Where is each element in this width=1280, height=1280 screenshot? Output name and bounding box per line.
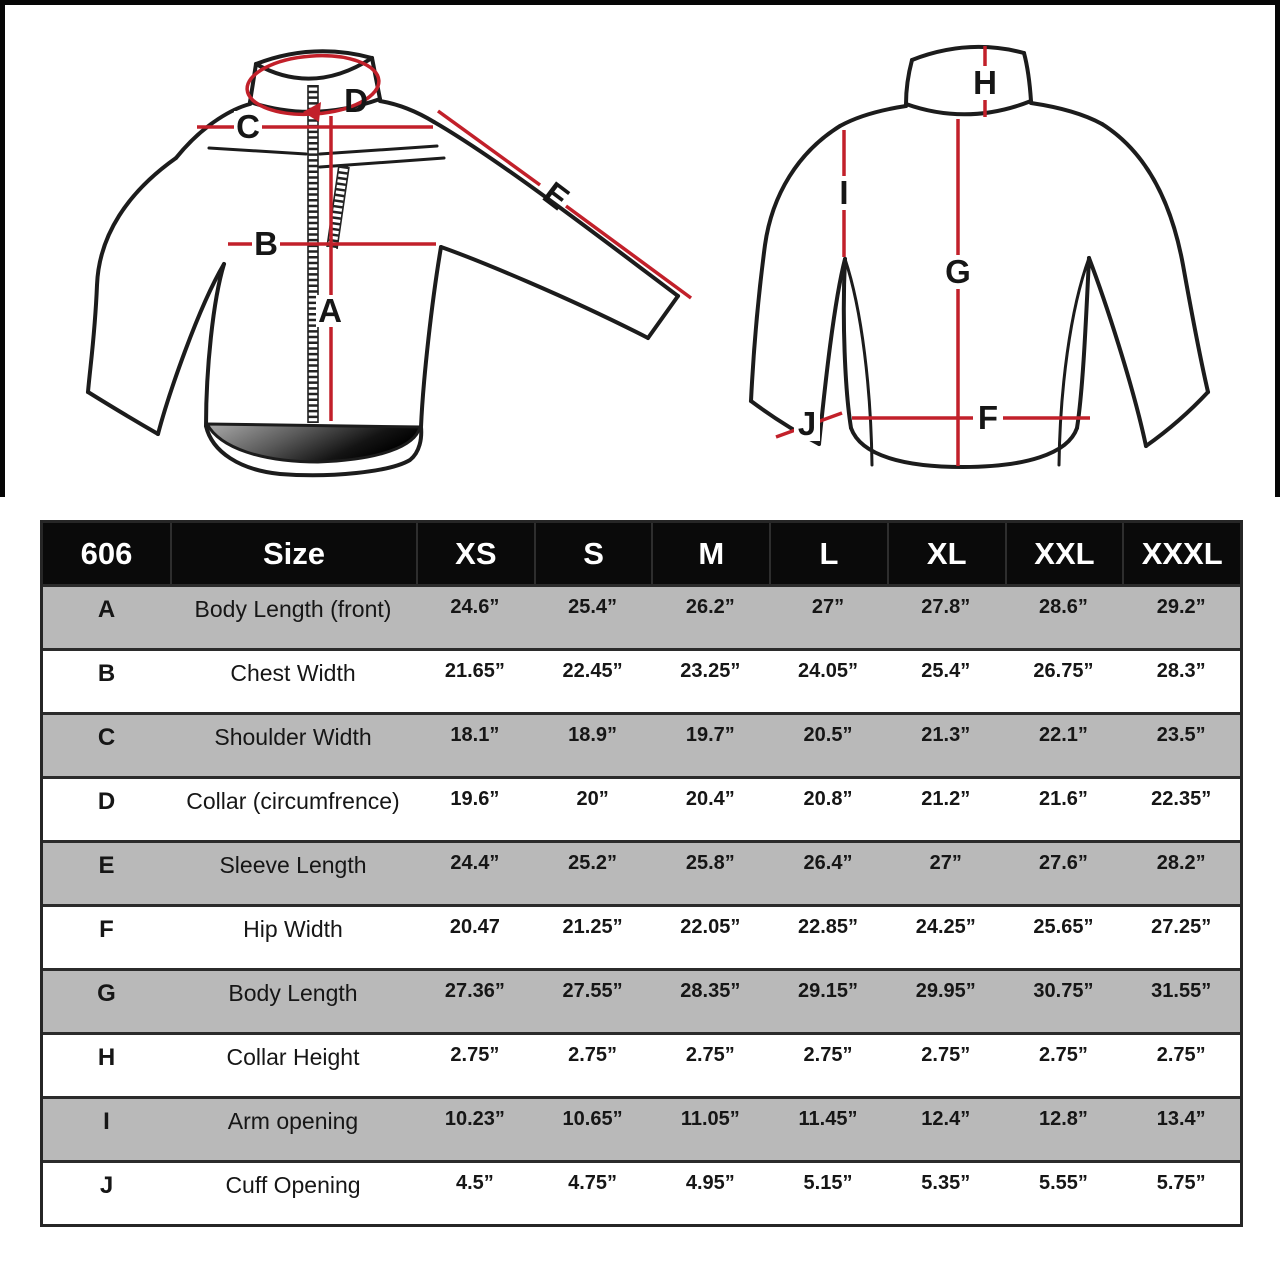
measure-value: 27” xyxy=(811,596,845,618)
front-jacket-outline xyxy=(88,51,678,475)
measure-value: 24.6” xyxy=(450,596,500,618)
measure-value: 26.2” xyxy=(685,596,735,618)
measure-value: 27.8” xyxy=(921,596,971,618)
measure-value: 4.5” xyxy=(455,1172,494,1194)
measure-letter: E xyxy=(98,852,115,879)
measure-name: Body Length (front) xyxy=(194,596,392,622)
measure-value: 21.25” xyxy=(562,916,623,938)
measure-letter: B xyxy=(97,660,116,687)
size-header-xl: XL xyxy=(887,523,1005,584)
measure-letter: J xyxy=(99,1172,114,1199)
measure-label-f: F xyxy=(977,399,999,436)
measure-value: 13.4” xyxy=(1156,1108,1206,1130)
measure-name: Collar Height xyxy=(226,1044,360,1070)
table-row xyxy=(43,776,1240,840)
measure-value: 28.3” xyxy=(1156,660,1206,682)
measure-value: 22.1” xyxy=(1038,724,1088,746)
measure-name: Shoulder Width xyxy=(214,724,372,750)
measure-value: 28.6” xyxy=(1038,596,1088,618)
hem-shading xyxy=(207,424,420,462)
table-body xyxy=(43,584,1240,1224)
size-header-s: S xyxy=(534,523,652,584)
table-header-row xyxy=(43,523,1240,584)
measure-letter: C xyxy=(97,724,116,751)
measure-label-i: I xyxy=(839,174,849,211)
measure-value: 18.9” xyxy=(568,724,618,746)
measure-value: 5.75” xyxy=(1156,1172,1206,1194)
arrow-head-d xyxy=(303,102,321,122)
measure-value: 24.4” xyxy=(450,852,500,874)
measure-letter: G xyxy=(97,980,116,1007)
measure-value: 20.8” xyxy=(803,788,853,810)
measure-value: 10.65” xyxy=(562,1108,623,1130)
measure-value: 28.2” xyxy=(1156,852,1206,874)
measure-value: 30.75” xyxy=(1033,980,1094,1002)
measure-letter: D xyxy=(97,788,116,815)
measure-value: 10.23” xyxy=(444,1108,505,1130)
measure-value: 4.75” xyxy=(568,1172,618,1194)
measure-value: 27.6” xyxy=(1038,852,1088,874)
measure-line-e xyxy=(566,206,691,298)
measure-value: 27.55” xyxy=(562,980,623,1002)
measure-value: 27.25” xyxy=(1151,916,1212,938)
table-row xyxy=(43,968,1240,1032)
measure-value: 25.4” xyxy=(921,660,971,682)
measure-value: 20.4” xyxy=(685,788,735,810)
measure-value: 22.35” xyxy=(1151,788,1212,810)
measure-value: 4.95” xyxy=(685,1172,735,1194)
measure-value: 21.3” xyxy=(921,724,971,746)
measure-value: 11.05” xyxy=(680,1108,740,1130)
measure-value: 26.4” xyxy=(803,852,853,874)
front-measure-labels xyxy=(234,82,576,329)
size-column-header: Size xyxy=(170,523,416,584)
measure-value: 20.47 xyxy=(449,916,500,938)
table-row xyxy=(43,904,1240,968)
table-row xyxy=(43,712,1240,776)
measure-value: 5.55” xyxy=(1038,1172,1088,1194)
measure-value: 2.75” xyxy=(1038,1044,1088,1066)
measure-label-d: D xyxy=(344,82,368,119)
product-code-header: 606 xyxy=(80,535,133,571)
measure-letter: A xyxy=(97,596,116,623)
measure-label-c: C xyxy=(236,108,260,145)
measure-label-g: G xyxy=(945,253,971,290)
measure-value: 22.85” xyxy=(797,916,859,938)
measure-value: 20” xyxy=(576,788,609,810)
measure-label-e: E xyxy=(536,174,577,218)
size-header-xxxl: XXXL xyxy=(1122,523,1240,584)
measure-line-e xyxy=(438,111,540,185)
measure-value: 29.2” xyxy=(1156,596,1206,618)
table-row xyxy=(43,1032,1240,1096)
measure-value: 25.4” xyxy=(568,596,618,618)
measure-value: 11.45” xyxy=(798,1108,858,1130)
size-header-l: L xyxy=(769,523,887,584)
measure-value: 23.5” xyxy=(1156,724,1206,746)
measure-value: 21.6” xyxy=(1038,788,1088,810)
measure-value: 5.15” xyxy=(803,1172,853,1194)
measure-value: 21.65” xyxy=(444,660,505,682)
measure-value: 27” xyxy=(929,852,962,874)
measure-value: 2.75” xyxy=(450,1044,500,1066)
measure-letter: I xyxy=(103,1108,110,1135)
measure-label-a: A xyxy=(318,292,342,329)
measure-value: 28.35” xyxy=(680,980,741,1002)
measure-letter: F xyxy=(99,916,114,943)
measure-value: 22.05” xyxy=(680,916,741,938)
measure-letter: H xyxy=(97,1044,116,1071)
size-header-xxl: XXL xyxy=(1005,523,1123,584)
measure-value: 25.65” xyxy=(1033,916,1094,938)
measurement-diagram xyxy=(0,0,1280,500)
measure-label-h: H xyxy=(973,64,997,101)
measure-value: 2.75” xyxy=(1156,1044,1206,1066)
measure-name: Body Length xyxy=(228,980,358,1006)
measure-name: Hip Width xyxy=(243,916,343,942)
measure-value: 29.95” xyxy=(915,980,976,1002)
measure-label-j: J xyxy=(797,405,817,442)
table-row xyxy=(43,1096,1240,1160)
measure-value: 12.8” xyxy=(1038,1108,1088,1130)
measure-value: 27.36” xyxy=(444,980,505,1002)
measure-label-b: B xyxy=(254,225,278,262)
measure-value: 29.15” xyxy=(797,980,859,1002)
measure-value: 22.45” xyxy=(562,660,623,682)
table-row xyxy=(43,840,1240,904)
size-header-xs: XS xyxy=(416,523,534,584)
size-header-m: M xyxy=(651,523,769,584)
measure-name: Sleeve Length xyxy=(219,852,367,878)
measure-name: Chest Width xyxy=(230,660,356,686)
measure-value: 25.8” xyxy=(685,852,735,874)
table-row xyxy=(43,648,1240,712)
measure-value: 20.5” xyxy=(803,724,853,746)
table-row xyxy=(43,584,1240,648)
measure-value: 5.35” xyxy=(921,1172,971,1194)
measure-name: Collar (circumfrence) xyxy=(186,788,400,814)
measure-value: 31.55” xyxy=(1151,980,1212,1002)
measure-value: 21.2” xyxy=(921,788,971,810)
measure-value: 23.25” xyxy=(680,660,741,682)
size-chart-table xyxy=(40,520,1243,1227)
measure-name: Cuff Opening xyxy=(225,1172,361,1198)
measure-value: 24.25” xyxy=(915,916,976,938)
measure-value: 2.75” xyxy=(685,1044,735,1066)
measure-name: Arm opening xyxy=(227,1108,359,1134)
measure-value: 18.1” xyxy=(450,724,500,746)
measure-value: 26.75” xyxy=(1033,660,1094,682)
measure-value: 12.4” xyxy=(921,1108,971,1130)
measure-value: 2.75” xyxy=(568,1044,618,1066)
measure-value: 2.75” xyxy=(921,1044,971,1066)
measure-value: 19.7” xyxy=(685,724,735,746)
measure-value: 24.05” xyxy=(797,660,859,682)
measure-value: 2.75” xyxy=(803,1044,853,1066)
measure-value: 19.6” xyxy=(450,788,500,810)
measure-value: 25.2” xyxy=(568,852,618,874)
front-zipper xyxy=(308,85,318,423)
table-row xyxy=(43,1160,1240,1224)
